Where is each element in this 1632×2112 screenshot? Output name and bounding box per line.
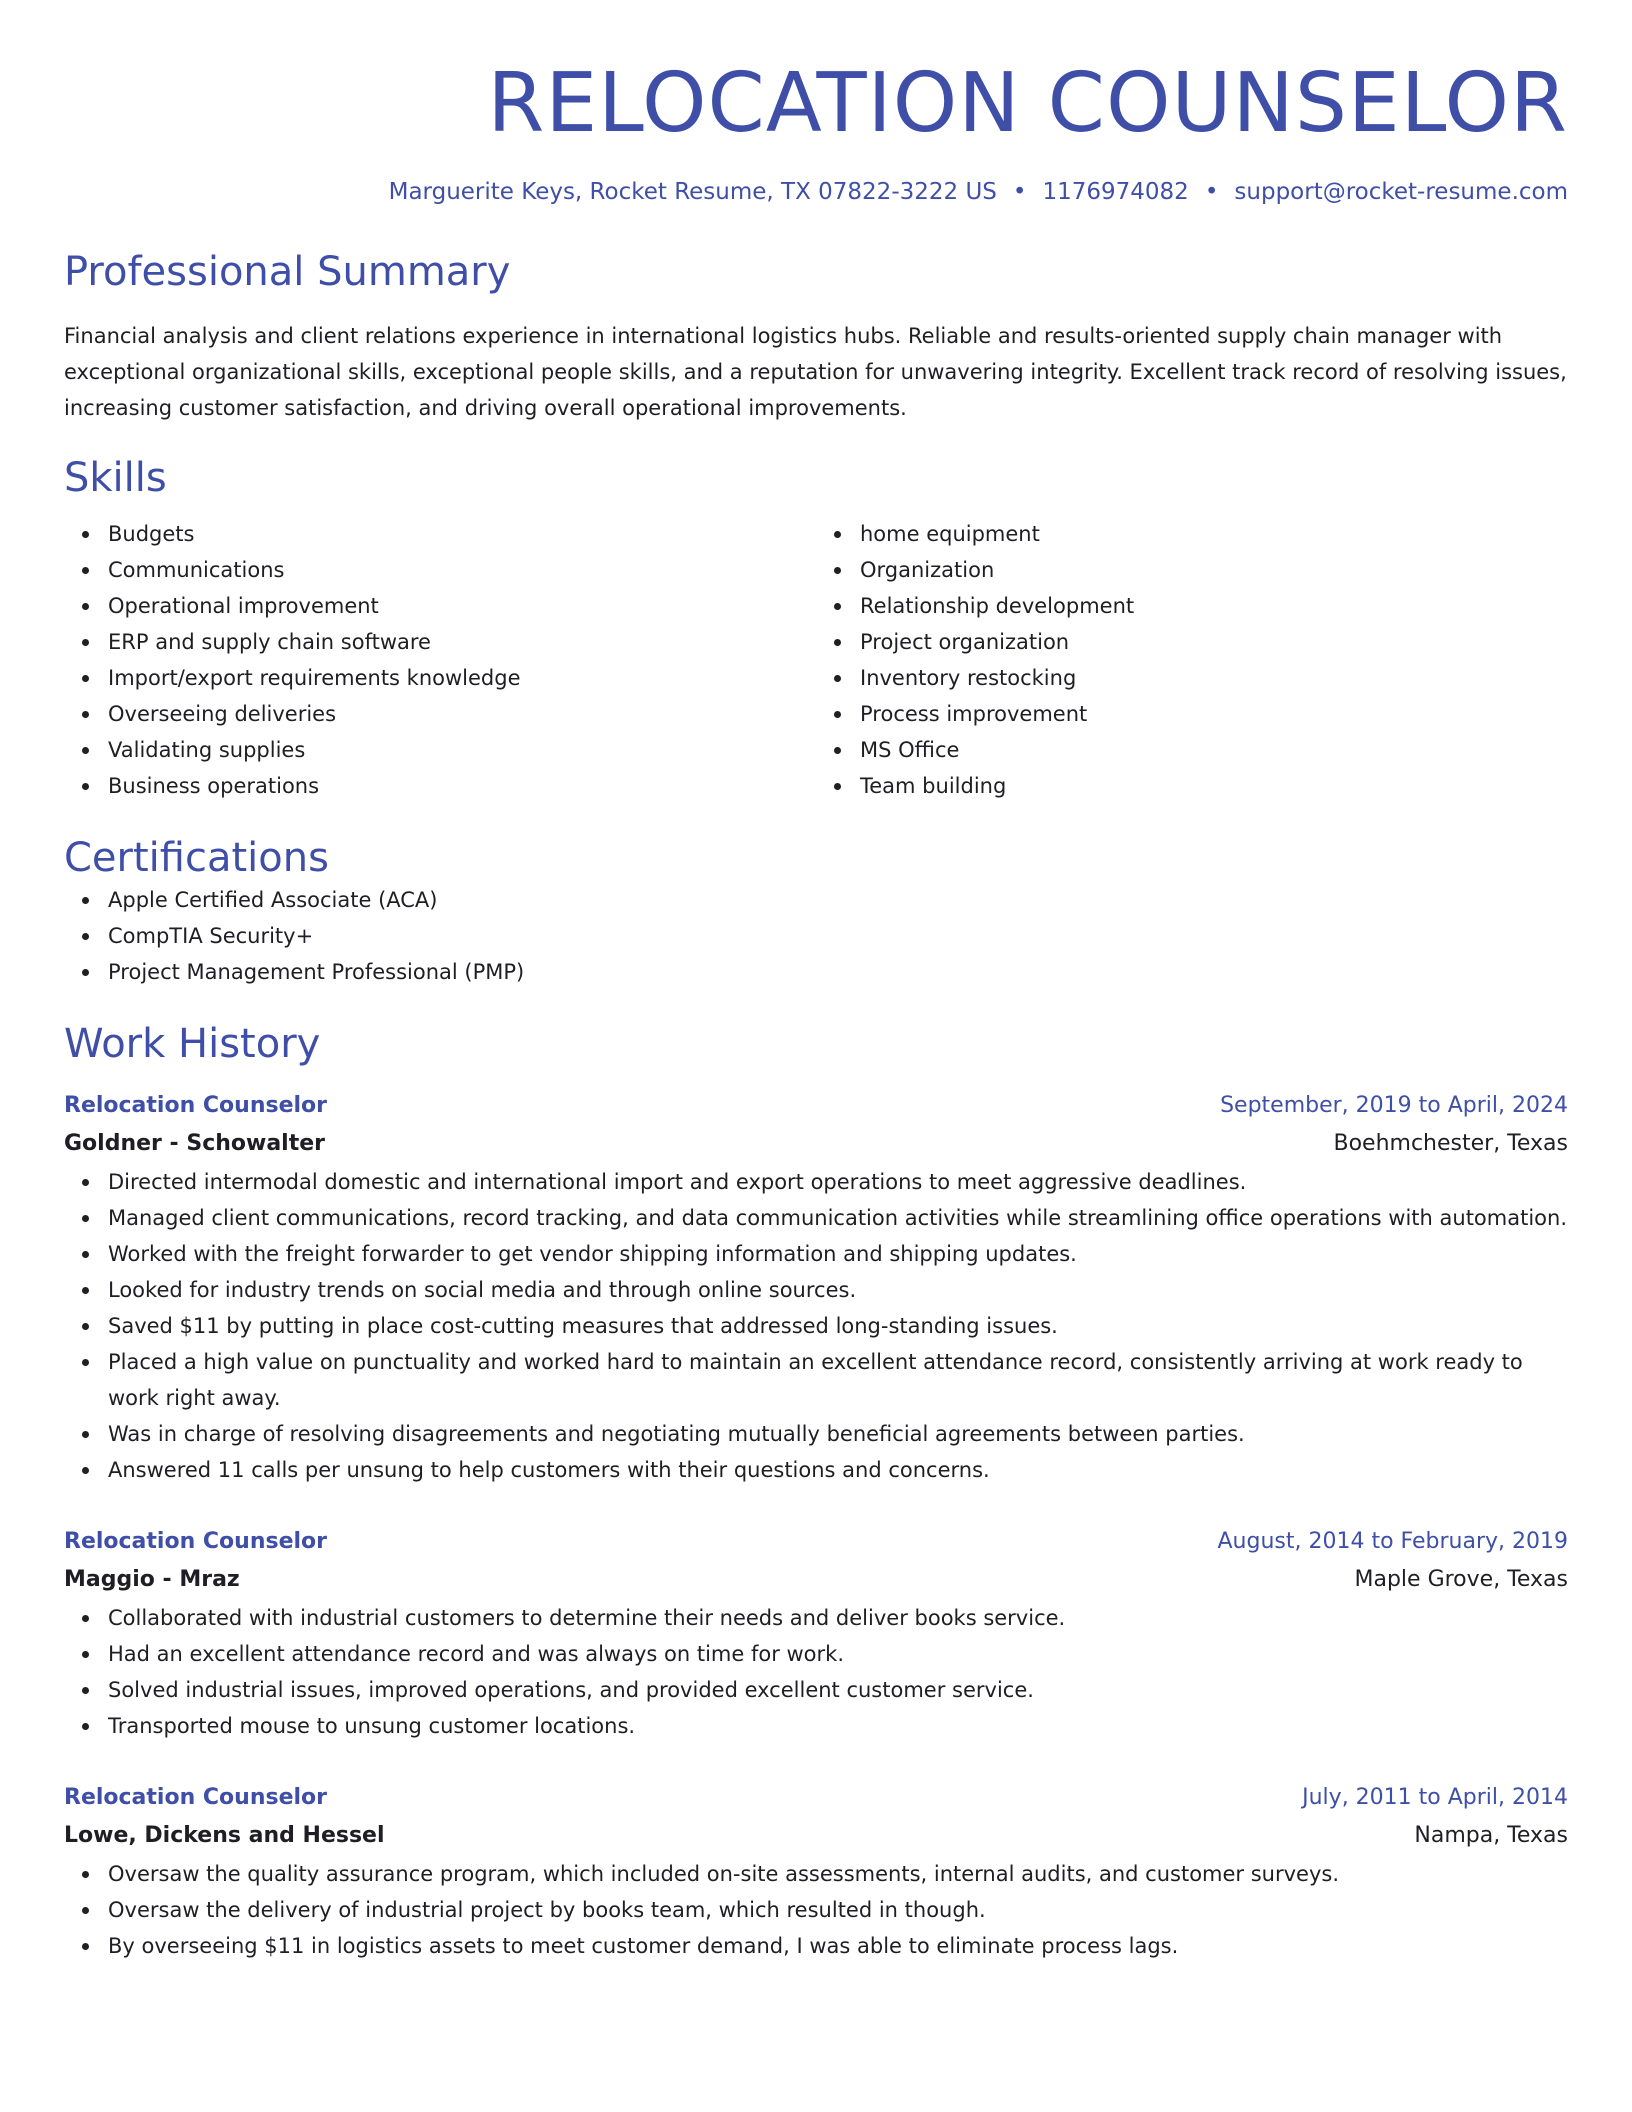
job-company-row <box>64 1560 1568 1600</box>
resume-page <box>64 0 1568 1964</box>
job-entry <box>64 1780 1568 1964</box>
job-dates: September, 2019 to April, 2024 <box>1220 1093 1568 1118</box>
contact-separator: • <box>1204 179 1219 205</box>
skills-heading: Skills <box>64 455 167 501</box>
contact-separator: • <box>1012 179 1027 205</box>
job-title: Relocation Counselor <box>64 1093 328 1118</box>
certifications-heading: Certifications <box>64 835 329 881</box>
job-location: Nampa, Texas <box>1414 1823 1568 1848</box>
skill-item: ERP and supply chain software <box>108 624 816 660</box>
job-header-row <box>64 1088 1568 1124</box>
job-company: Lowe, Dickens and Hessel <box>64 1823 385 1848</box>
job-location: Maple Grove, Texas <box>1354 1567 1568 1592</box>
job-bullet: Oversaw the quality assurance program, which included on-site assessments, internal audits, and customer surveys. <box>108 1856 1568 1892</box>
work-history-heading: Work History <box>64 1021 321 1067</box>
job-bullet: Directed intermodal domestic and international import and export operations to meet aggressive deadlines. <box>108 1164 1568 1200</box>
skill-item: Overseeing deliveries <box>108 696 816 732</box>
skills-list-right <box>816 516 1568 804</box>
job-bullet: Solved industrial issues, improved operations, and provided excellent customer service. <box>108 1672 1568 1708</box>
job-company: Goldner - Schowalter <box>64 1131 326 1156</box>
job-company-row <box>64 1124 1568 1164</box>
skill-item: Operational improvement <box>108 588 816 624</box>
contact-address: Marguerite Keys, Rocket Resume, TX 07822-3222 US <box>388 179 997 205</box>
job-entry <box>64 1088 1568 1488</box>
job-dates: August, 2014 to February, 2019 <box>1217 1529 1568 1554</box>
skill-item: Relationship development <box>860 588 1568 624</box>
job-bullet: Transported mouse to unsung customer locations. <box>108 1708 1568 1744</box>
job-bullets <box>64 1856 1568 1964</box>
contact-email[interactable]: support@rocket-resume.com <box>1234 179 1568 205</box>
skill-item: Import/export requirements knowledge <box>108 660 816 696</box>
job-bullet: Managed client communications, record tracking, and data communication activities while streamlining office operations with automation. <box>108 1200 1568 1236</box>
job-bullet: Placed a high value on punctuality and worked hard to maintain an excellent attendance record, consistently arriving at work ready to work right away. <box>108 1344 1568 1416</box>
job-bullet: Saved $11 by putting in place cost-cutting measures that addressed long-standing issues. <box>108 1308 1568 1344</box>
skill-item: Process improvement <box>860 696 1568 732</box>
certification-item: Apple Certified Associate (ACA) <box>108 882 1568 918</box>
skill-item: MS Office <box>860 732 1568 768</box>
job-bullet: Oversaw the delivery of industrial project by books team, which resulted in though. <box>108 1892 1568 1928</box>
certifications-list <box>64 882 1568 990</box>
skill-item: Budgets <box>108 516 816 552</box>
skill-item: Inventory restocking <box>860 660 1568 696</box>
job-title: Relocation Counselor <box>64 1529 328 1554</box>
job-bullet: Looked for industry trends on social media and through online sources. <box>108 1272 1568 1308</box>
job-header-row <box>64 1524 1568 1560</box>
job-entry <box>64 1524 1568 1744</box>
contact-phone: 1176974082 <box>1042 179 1189 205</box>
job-bullet: By overseeing $11 in logistics assets to meet customer demand, I was able to eliminate process lags. <box>108 1928 1568 1964</box>
resume-title: RELOCATION COUNSELOR <box>487 56 1568 151</box>
skills-columns <box>64 516 1568 804</box>
job-bullet: Collaborated with industrial customers to determine their needs and deliver books service. <box>108 1600 1568 1636</box>
contact-line <box>64 176 1568 208</box>
skills-list-left <box>64 516 816 804</box>
skill-item: Validating supplies <box>108 732 816 768</box>
job-bullet: Had an excellent attendance record and was always on time for work. <box>108 1636 1568 1672</box>
certification-item: Project Management Professional (PMP) <box>108 954 1568 990</box>
summary-heading: Professional Summary <box>64 249 511 295</box>
job-header-row <box>64 1780 1568 1816</box>
certification-item: CompTIA Security+ <box>108 918 1568 954</box>
skill-item: Communications <box>108 552 816 588</box>
skill-item: home equipment <box>860 516 1568 552</box>
job-title: Relocation Counselor <box>64 1785 328 1810</box>
job-bullet: Answered 11 calls per unsung to help customers with their questions and concerns. <box>108 1452 1568 1488</box>
job-bullets <box>64 1600 1568 1744</box>
job-bullet: Worked with the freight forwarder to get vendor shipping information and shipping updates. <box>108 1236 1568 1272</box>
skill-item: Organization <box>860 552 1568 588</box>
skill-item: Business operations <box>108 768 816 804</box>
job-bullet: Was in charge of resolving disagreements and negotiating mutually beneficial agreements between parties. <box>108 1416 1568 1452</box>
job-company-row <box>64 1816 1568 1856</box>
job-company: Maggio - Mraz <box>64 1567 240 1592</box>
job-location: Boehmchester, Texas <box>1333 1131 1568 1156</box>
job-bullets <box>64 1164 1568 1488</box>
skill-item: Project organization <box>860 624 1568 660</box>
summary-text: Financial analysis and client relations experience in international logistics hubs. Reliable and results-oriented supply chain manager with exceptional organizational skills, exceptional people skills, and a reputation for unwavering integrity. Excellent track record of resolving issues, increasing customer satisfaction, and driving overall operational improvements. <box>64 324 1567 420</box>
skill-item: Team building <box>860 768 1568 804</box>
job-dates: July, 2011 to April, 2014 <box>1302 1785 1568 1810</box>
